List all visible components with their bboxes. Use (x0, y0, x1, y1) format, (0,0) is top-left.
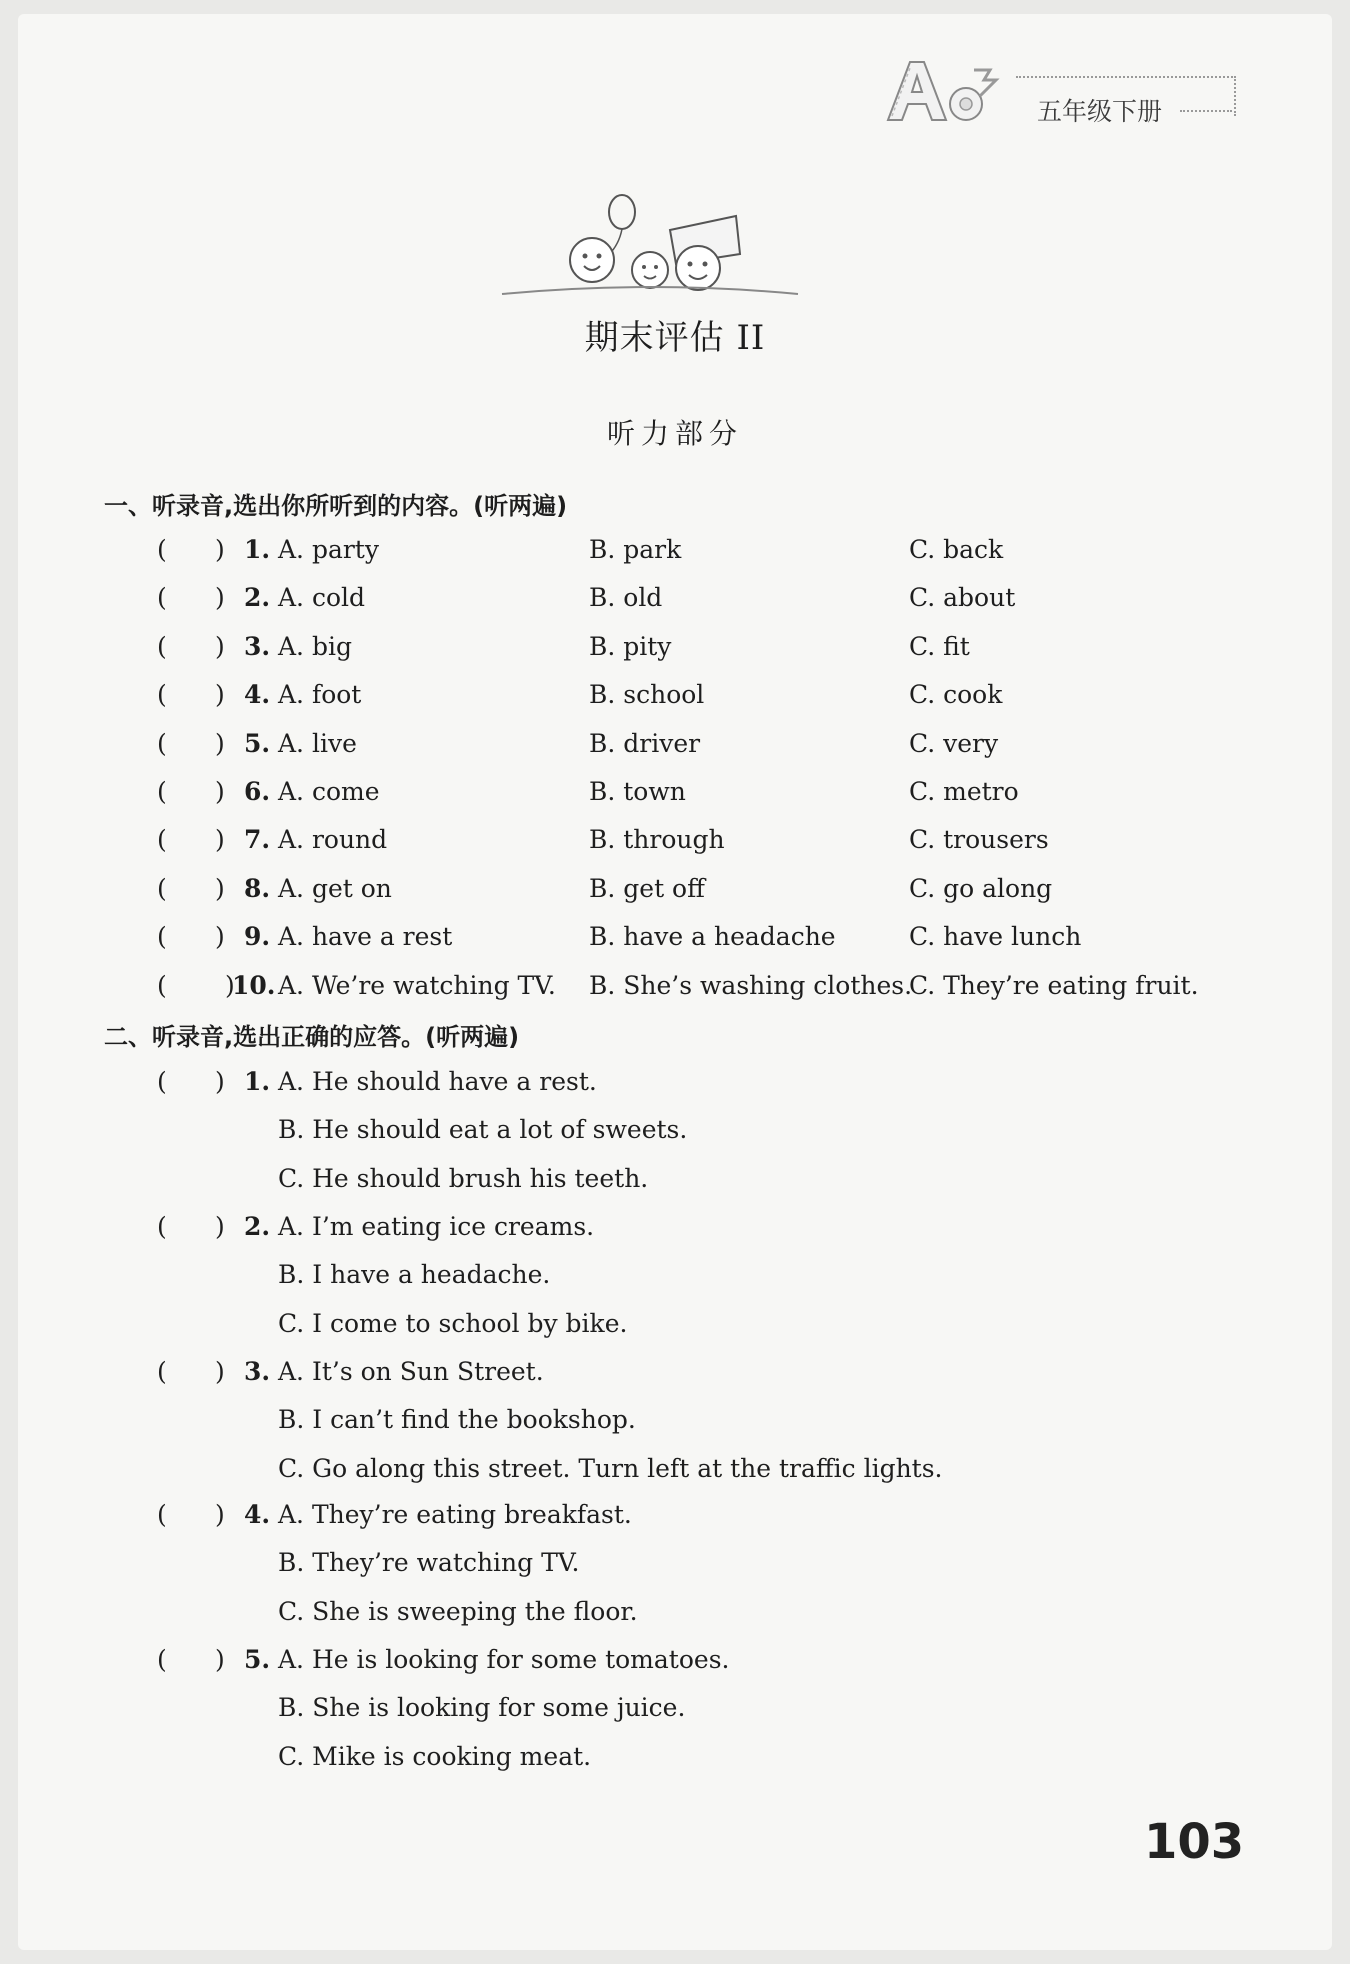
option-b: B. pity (589, 632, 672, 661)
answer-bracket[interactable]: ( (157, 922, 167, 951)
option-row (0, 1454, 1350, 1494)
option-c: C. He should brush his teeth. (278, 1164, 649, 1193)
option-row (0, 1309, 1350, 1349)
option-row (0, 1693, 1350, 1733)
option-c: C. They’re eating fruit. (909, 971, 1199, 1000)
question-number: 1. (244, 535, 271, 564)
option-a: A. He is looking for some tomatoes. (278, 1645, 730, 1674)
question-number: 7. (244, 825, 271, 854)
option-c: C. about (909, 583, 1016, 612)
question-row: ( ) 4. A. They’re eating breakfast. (157, 1500, 632, 1529)
question-number: 10. (232, 971, 276, 1000)
option-c: C. cook (909, 680, 1003, 709)
question-number: 4. (244, 1500, 271, 1529)
option-b: B. have a headache (589, 922, 836, 951)
question-row: ( ) 5. A. He is looking for some tomatoes. (157, 1645, 730, 1674)
option-b: B. He should eat a lot of sweets. (278, 1115, 688, 1144)
question-number: 6. (244, 777, 271, 806)
option-a: A. get on (278, 874, 392, 903)
option-row (0, 1597, 1350, 1637)
answer-bracket[interactable]: ( (157, 632, 167, 661)
question-number: 3. (244, 632, 271, 661)
option-b: B. She’s washing clothes. (589, 971, 913, 1000)
question-row: ( ) 7. A. round B. through C. trousers (157, 825, 1049, 854)
option-a: A. foot (278, 680, 362, 709)
question-row: ( ) 4. A. foot B. school C. cook (157, 680, 1003, 709)
question-row: ( ) 8. A. get on B. get off C. go along (157, 874, 1053, 903)
option-a: A. I’m eating ice creams. (278, 1212, 595, 1241)
question-row: ( ) 3. A. It’s on Sun Street. (157, 1357, 544, 1386)
a-plus-logo-icon (880, 56, 1010, 126)
question-number: 9. (244, 922, 271, 951)
answer-bracket[interactable]: ( (157, 1645, 167, 1674)
question-number: 5. (244, 1645, 271, 1674)
answer-bracket[interactable]: ( (157, 1357, 167, 1386)
answer-bracket[interactable]: ( (157, 874, 167, 903)
question-row: ( ) 1. A. He should have a rest. (157, 1067, 597, 1096)
option-a: A. It’s on Sun Street. (278, 1357, 544, 1386)
answer-bracket[interactable]: ( (157, 535, 167, 564)
question-row: ( ) 5. A. live B. driver C. very (157, 729, 999, 758)
question-number: 4. (244, 680, 271, 709)
option-b: B. driver (589, 729, 701, 758)
answer-bracket[interactable]: ( (157, 1067, 167, 1096)
answer-bracket[interactable]: ( (157, 825, 167, 854)
answer-bracket[interactable]: ( (157, 971, 167, 1000)
question-row: ( ) 2. A. cold B. old C. about (157, 583, 1016, 612)
option-b: B. through (589, 825, 725, 854)
option-a: A. cold (278, 583, 365, 612)
option-row (0, 1260, 1350, 1300)
question-number: 8. (244, 874, 271, 903)
option-b: B. She is looking for some juice. (278, 1693, 686, 1722)
option-c: C. Mike is cooking meat. (278, 1742, 592, 1771)
option-b: B. old (589, 583, 663, 612)
option-a: A. come (278, 777, 380, 806)
option-row (0, 1742, 1350, 1782)
answer-bracket[interactable]: ( (157, 1212, 167, 1241)
option-b: B. school (589, 680, 705, 709)
question-row: ( ) 6. A. come B. town C. metro (157, 777, 1019, 806)
question-row: ( ) 3. A. big B. pity C. fit (157, 632, 970, 661)
option-a: A. They’re eating breakfast. (278, 1500, 632, 1529)
option-row (0, 1115, 1350, 1155)
option-c: C. have lunch (909, 922, 1082, 951)
option-a: A. round (278, 825, 388, 854)
section-subtitle: 听力部分 (606, 417, 743, 450)
answer-bracket[interactable]: ( (157, 583, 167, 612)
option-a: A. big (278, 632, 352, 661)
option-c: C. I come to school by bike. (278, 1309, 628, 1338)
option-c: C. very (909, 729, 999, 758)
option-row (0, 1548, 1350, 1588)
question-row: ( ) 2. A. I’m eating ice creams. (157, 1212, 595, 1241)
option-c: C. Go along this street. Turn left at the traffic lights. (278, 1454, 943, 1483)
option-b: B. They’re watching TV. (278, 1548, 580, 1577)
question-number: 1. (244, 1067, 271, 1096)
option-c: C. go along (909, 874, 1053, 903)
children-balloon-illustration-icon (500, 190, 800, 300)
option-c: C. She is sweeping the floor. (278, 1597, 638, 1626)
question-row: ( ) 1. A. party B. park C. back (157, 535, 1004, 564)
option-c: C. back (909, 535, 1004, 564)
question-number: 5. (244, 729, 271, 758)
section2-heading: 二、听录音,选出正确的应答。(听两遍) (104, 1023, 520, 1051)
option-a: A. live (278, 729, 357, 758)
option-a: A. have a rest (278, 922, 453, 951)
option-c: C. metro (909, 777, 1019, 806)
option-b: B. I have a headache. (278, 1260, 551, 1289)
page-title: 期末评估 II (584, 318, 766, 358)
option-row (0, 1405, 1350, 1445)
option-row (0, 1164, 1350, 1204)
header-book-label: 五年级下册 (1037, 97, 1163, 126)
option-b: B. get off (589, 874, 705, 903)
section1-heading: 一、听录音,选出你所听到的内容。(听两遍) (104, 492, 568, 520)
option-a: A. He should have a rest. (278, 1067, 597, 1096)
answer-bracket[interactable]: ( (157, 729, 167, 758)
option-b: B. I can’t find the bookshop. (278, 1405, 636, 1434)
question-number: 2. (244, 1212, 271, 1241)
option-b: B. park (589, 535, 682, 564)
question-row: ( ) 9. A. have a rest B. have a headache C. have lunch (157, 922, 1082, 951)
option-c: C. fit (909, 632, 970, 661)
answer-bracket[interactable]: ( (157, 777, 167, 806)
option-c: C. trousers (909, 825, 1049, 854)
answer-bracket[interactable]: ( (157, 1500, 167, 1529)
option-b: B. town (589, 777, 686, 806)
question-number: 2. (244, 583, 271, 612)
header-underline (1180, 110, 1232, 112)
option-a: A. We’re watching TV. (278, 971, 556, 1000)
option-a: A. party (278, 535, 379, 564)
question-number: 3. (244, 1357, 271, 1386)
question-row: ( ) 10. A. We’re watching TV. B. She’s washing clothes. C. They’re eating fruit. (157, 971, 1199, 1000)
answer-bracket[interactable]: ( (157, 680, 167, 709)
page-number: 103 (1144, 1814, 1245, 1870)
